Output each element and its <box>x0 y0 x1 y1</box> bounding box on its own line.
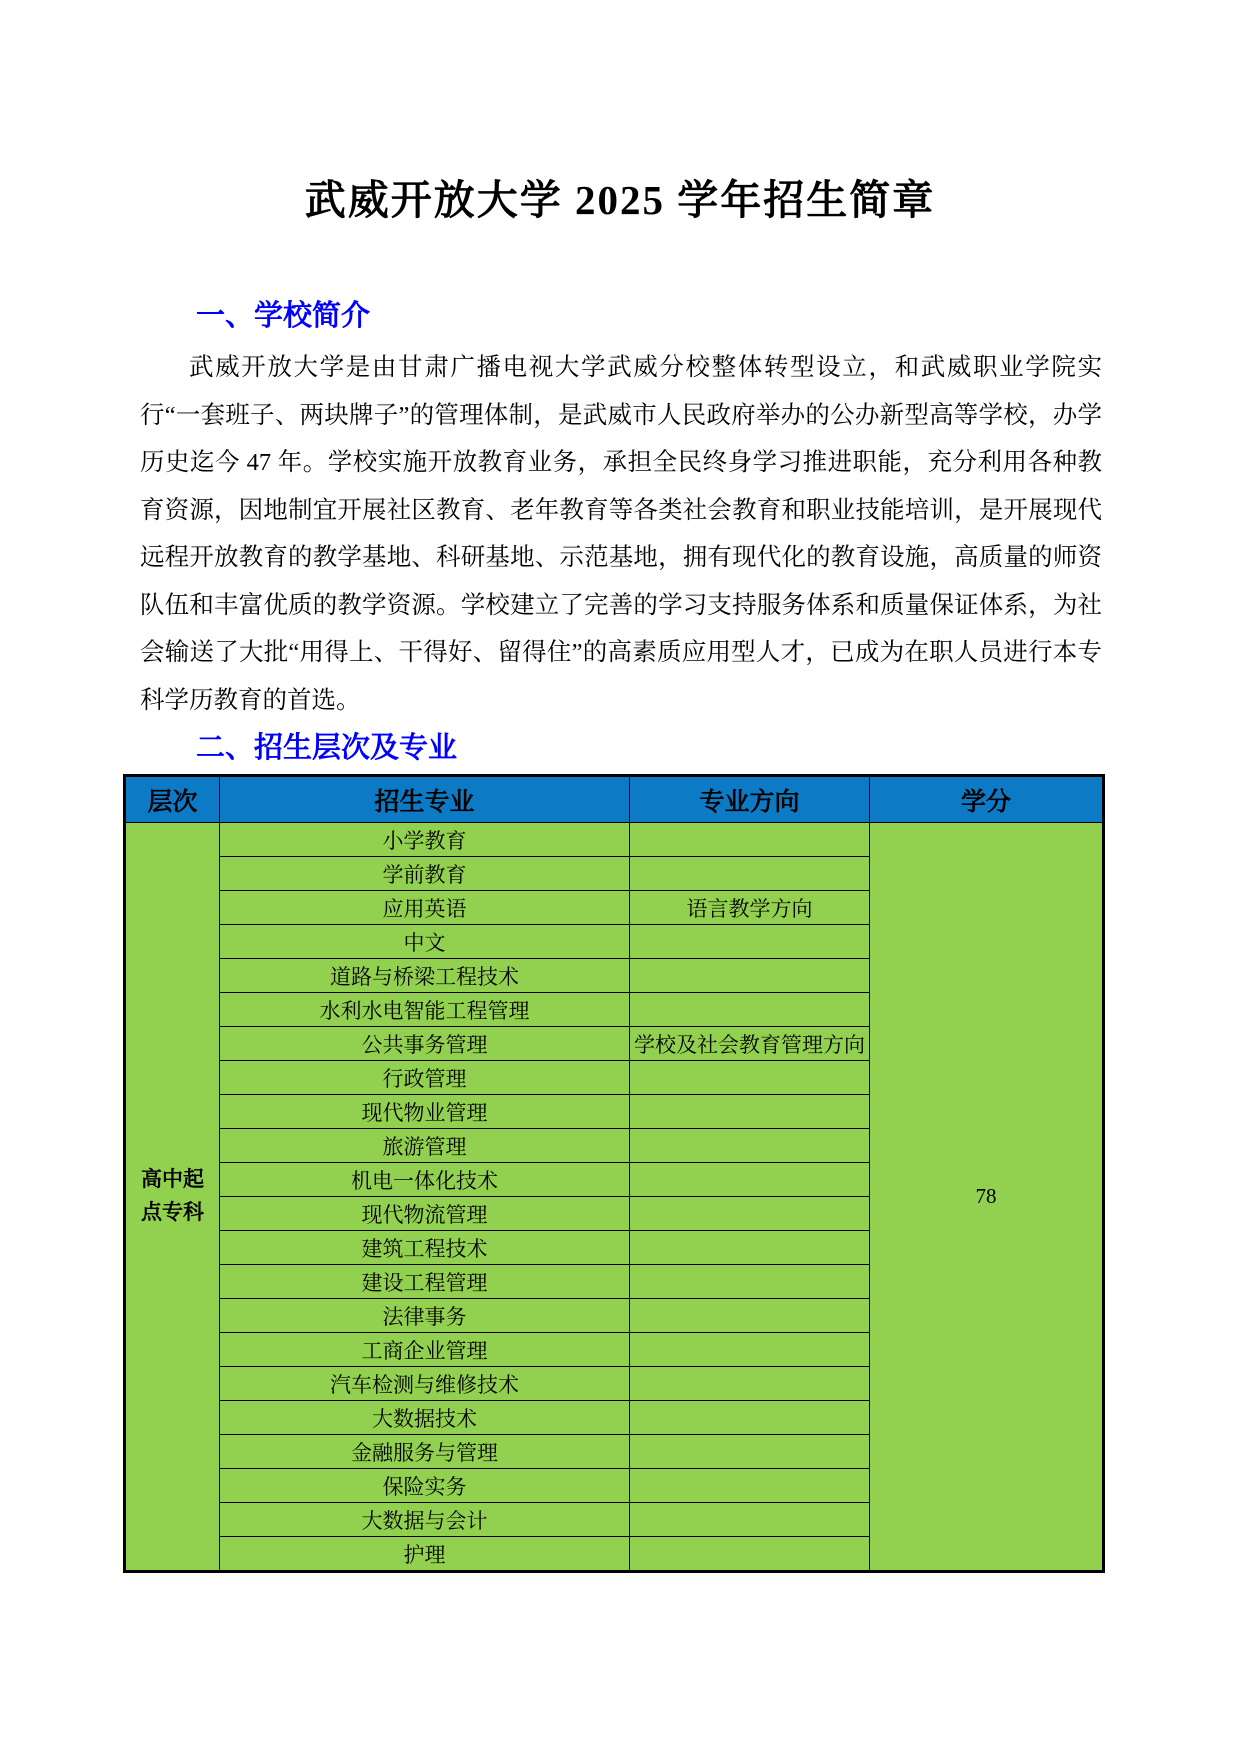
major-cell: 法律事务 <box>220 1299 630 1333</box>
table-row <box>125 823 1104 857</box>
document-title: 武威开放大学 2025 学年招生简章 <box>304 177 936 223</box>
column-header-major: 招生专业 <box>220 776 630 823</box>
major-cell: 大数据与会计 <box>220 1503 630 1537</box>
section-heading-school-intro: 一、学校简介 <box>196 300 371 332</box>
direction-cell <box>630 1469 870 1503</box>
major-cell: 现代物流管理 <box>220 1197 630 1231</box>
major-cell: 水利水电智能工程管理 <box>220 993 630 1027</box>
column-header-credits: 学分 <box>870 776 1104 823</box>
direction-cell <box>630 1333 870 1367</box>
enrollment-table <box>123 774 1105 1573</box>
direction-cell <box>630 1095 870 1129</box>
level-cell: 高中起点专科 <box>125 823 220 1572</box>
major-cell: 大数据技术 <box>220 1401 630 1435</box>
major-cell: 工商企业管理 <box>220 1333 630 1367</box>
direction-cell <box>630 1231 870 1265</box>
major-cell: 道路与桥梁工程技术 <box>220 959 630 993</box>
table-header-row <box>125 776 1104 823</box>
major-cell: 学前教育 <box>220 857 630 891</box>
direction-cell <box>630 1503 870 1537</box>
direction-cell: 语言教学方向 <box>630 891 870 925</box>
direction-cell <box>630 1367 870 1401</box>
major-cell: 机电一体化技术 <box>220 1163 630 1197</box>
major-cell: 保险实务 <box>220 1469 630 1503</box>
direction-cell <box>630 1061 870 1095</box>
direction-cell <box>630 1435 870 1469</box>
direction-cell <box>630 993 870 1027</box>
direction-cell: 学校及社会教育管理方向 <box>630 1027 870 1061</box>
major-cell: 护理 <box>220 1537 630 1572</box>
direction-cell <box>630 1401 870 1435</box>
direction-cell <box>630 925 870 959</box>
direction-cell <box>630 1197 870 1231</box>
direction-cell <box>630 1299 870 1333</box>
major-cell: 旅游管理 <box>220 1129 630 1163</box>
major-cell: 应用英语 <box>220 891 630 925</box>
credits-cell: 78 <box>870 823 1104 1572</box>
direction-cell <box>630 1129 870 1163</box>
major-cell: 汽车检测与维修技术 <box>220 1367 630 1401</box>
direction-cell <box>630 1265 870 1299</box>
school-intro-paragraph: 武威开放大学是由甘肃广播电视大学武威分校整体转型设立，和武威职业学院实行“一套班子、两块牌子”的管理体制，是武威市人民政府举办的公办新型高等学校，办学历史迄今 47 年。学校实施开放教育业务，承担全民终身学习推进职能，充分利用各种教育资源，因地制宜开展社区教育、老年教育等各类社会教育和职业技能培训，是开展现代远程开放教育的教学基地、科研基地、示范基地，拥有现代化的教育设施，高质量的师资队伍和丰富优质的教学资源。学校建立了完善的学习支持服务体系和质量保证体系，为社会输送了大批“用得上、干得好、留得住”的高素质应用型人才，已成为在职人员进行本专科学历教育的首选。 <box>140 354 1102 714</box>
major-cell: 建设工程管理 <box>220 1265 630 1299</box>
column-header-level: 层次 <box>125 776 220 823</box>
direction-cell <box>630 823 870 857</box>
direction-cell <box>630 1537 870 1572</box>
major-cell: 小学教育 <box>220 823 630 857</box>
major-cell: 金融服务与管理 <box>220 1435 630 1469</box>
major-cell: 建筑工程技术 <box>220 1231 630 1265</box>
major-cell: 行政管理 <box>220 1061 630 1095</box>
direction-cell <box>630 1163 870 1197</box>
major-cell: 现代物业管理 <box>220 1095 630 1129</box>
section-heading-enrollment-levels: 二、招生层次及专业 <box>196 732 458 764</box>
column-header-direction: 专业方向 <box>630 776 870 823</box>
direction-cell <box>630 959 870 993</box>
major-cell: 公共事务管理 <box>220 1027 630 1061</box>
direction-cell <box>630 857 870 891</box>
major-cell: 中文 <box>220 925 630 959</box>
